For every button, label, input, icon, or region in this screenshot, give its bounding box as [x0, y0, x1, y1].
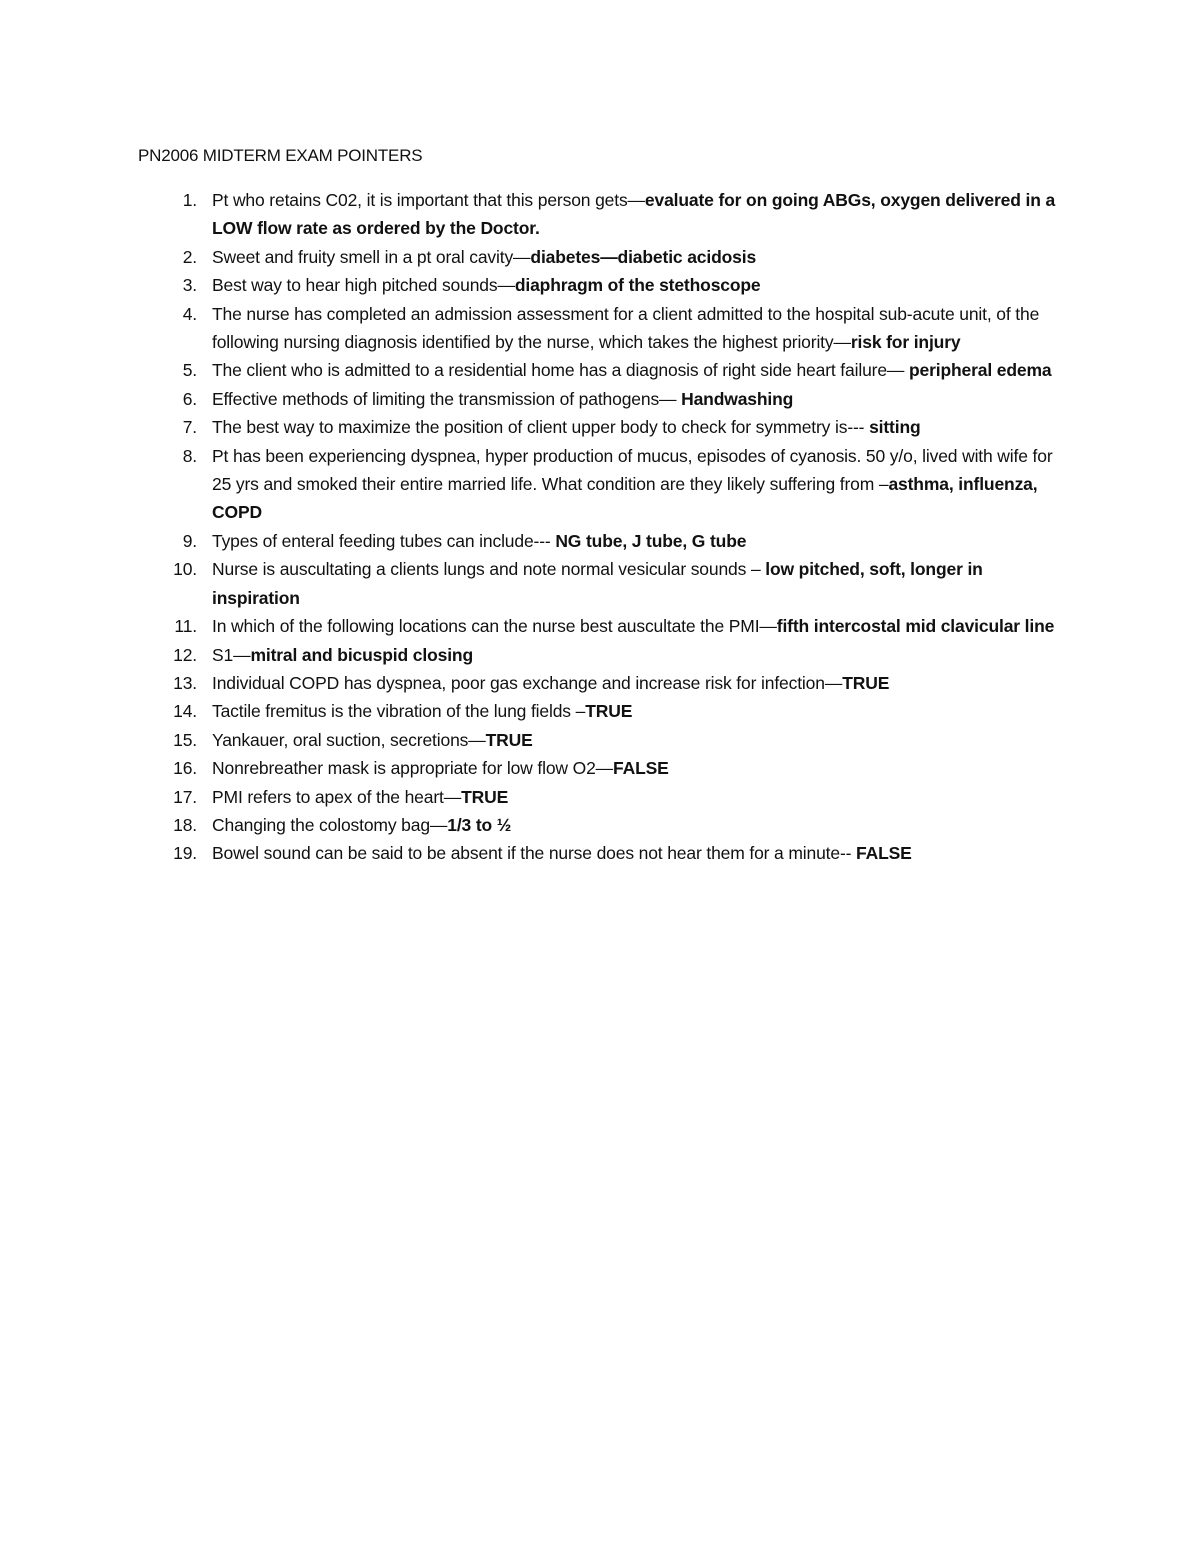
item-question: Nonrebreather mask is appropriate for low flow O2—	[212, 758, 614, 779]
item-number: 6.	[182, 388, 197, 409]
item-answer: diabetes—diabetic acidosis	[530, 246, 757, 267]
item-question: The nurse has completed an admission assessment for a client admitted to the hospital sub-acute unit, of the following nursing diagnosis identified by the nurse, which takes the highest priority—	[212, 303, 1040, 353]
item-number: 12.	[173, 644, 197, 665]
item-answer: peripheral edema	[908, 360, 1052, 381]
item-answer: FALSE	[613, 758, 669, 779]
item-answer: mitral and bicuspid closing	[250, 644, 473, 665]
item-number: 10.	[173, 559, 197, 580]
list-item	[0, 641, 1072, 669]
list-item	[0, 783, 1072, 811]
list-item	[0, 243, 1072, 271]
item-number: 14.	[173, 701, 197, 722]
item-number: 19.	[173, 843, 197, 864]
item-question: The client who is admitted to a residential home has a diagnosis of right side heart failure—	[212, 360, 909, 381]
item-answer: low pitched, soft, longer in inspiration	[212, 559, 983, 608]
item-question: Changing the colostomy bag—	[212, 814, 448, 835]
item-answer: diaphragm of the stethoscope	[514, 275, 761, 296]
list-item	[0, 186, 1072, 243]
list-item	[0, 527, 1072, 555]
item-answer: fifth intercostal mid clavicular line	[776, 616, 1055, 637]
item-question: S1—	[212, 644, 251, 665]
item-question: The best way to maximize the position of client upper body to check for symmetry is---	[212, 417, 870, 438]
item-number: 2.	[182, 246, 197, 267]
list-item	[0, 413, 1072, 441]
list-item	[0, 612, 1072, 640]
list-item	[0, 300, 1072, 357]
item-answer: TRUE	[842, 672, 890, 693]
item-answer: TRUE	[585, 701, 633, 722]
item-number: 9.	[182, 530, 197, 551]
item-question: Best way to hear high pitched sounds—	[212, 275, 515, 296]
item-question: Bowel sound can be said to be absent if the nurse does not hear them for a minute--	[212, 843, 857, 864]
item-number: 17.	[173, 786, 197, 807]
item-question: Tactile fremitus is the vibration of the lung fields –	[212, 701, 586, 722]
list-item	[0, 754, 1072, 782]
item-number: 15.	[173, 729, 197, 750]
list-item	[0, 442, 1072, 527]
list-item	[0, 811, 1072, 839]
item-number: 1.	[182, 190, 197, 210]
item-number: 18.	[173, 814, 197, 835]
item-answer: NG tube, J tube, G tube	[555, 530, 747, 551]
item-answer: evaluate for on going ABGs, oxygen delivered in a LOW flow rate as ordered by the Doctor.	[212, 190, 1056, 239]
item-question: Pt has been experiencing dyspnea, hyper production of mucus, episodes of cyanosis. 50 y/o, lived with wife for 25 yrs and smoked their entire married life. What condition are they likely suffering from –	[212, 445, 1053, 495]
item-answer: risk for injury	[850, 332, 961, 353]
item-number: 11.	[174, 616, 197, 637]
item-question: Nurse is auscultating a clients lungs and note normal vesicular sounds –	[212, 559, 766, 580]
item-question: In which of the following locations can the nurse best auscultate the PMI—	[212, 616, 777, 637]
list-item	[0, 385, 1072, 413]
list-item	[0, 726, 1072, 754]
item-number: 4.	[182, 303, 197, 324]
item-number: 16.	[173, 758, 197, 779]
list-item	[0, 555, 1072, 612]
item-answer: TRUE	[461, 786, 509, 807]
item-number: 7.	[182, 417, 197, 438]
list-item	[0, 271, 1072, 299]
item-question: PMI refers to apex of the heart—	[212, 786, 462, 807]
list-item	[0, 697, 1072, 725]
item-number: 5.	[182, 360, 197, 381]
item-answer: Handwashing	[681, 388, 794, 409]
item-number: 13.	[173, 672, 197, 693]
list-item	[0, 839, 1072, 867]
item-question: Individual COPD has dyspnea, poor gas exchange and increase risk for infection—	[212, 672, 843, 693]
item-question: Types of enteral feeding tubes can include---	[212, 530, 556, 551]
document-title: PN2006 MIDTERM EXAM POINTERS	[138, 146, 423, 165]
item-number: 3.	[182, 275, 197, 296]
item-answer: 1/3 to ½	[447, 814, 512, 835]
item-question: Pt who retains C02, it is important that this person gets—	[212, 190, 645, 210]
item-question: Effective methods of limiting the transmission of pathogens—	[212, 388, 682, 409]
item-answer: asthma, influenza, COPD	[212, 474, 1038, 523]
item-number: 8.	[182, 445, 197, 466]
item-answer: TRUE	[485, 729, 533, 750]
exam-pointer-list	[0, 186, 1200, 868]
list-item	[0, 356, 1072, 384]
list-item	[0, 669, 1072, 697]
item-answer: sitting	[869, 417, 921, 438]
item-question: Sweet and fruity smell in a pt oral cavity—	[212, 246, 531, 267]
item-question: Yankauer, oral suction, secretions—	[212, 729, 486, 750]
item-answer: FALSE	[856, 843, 912, 864]
